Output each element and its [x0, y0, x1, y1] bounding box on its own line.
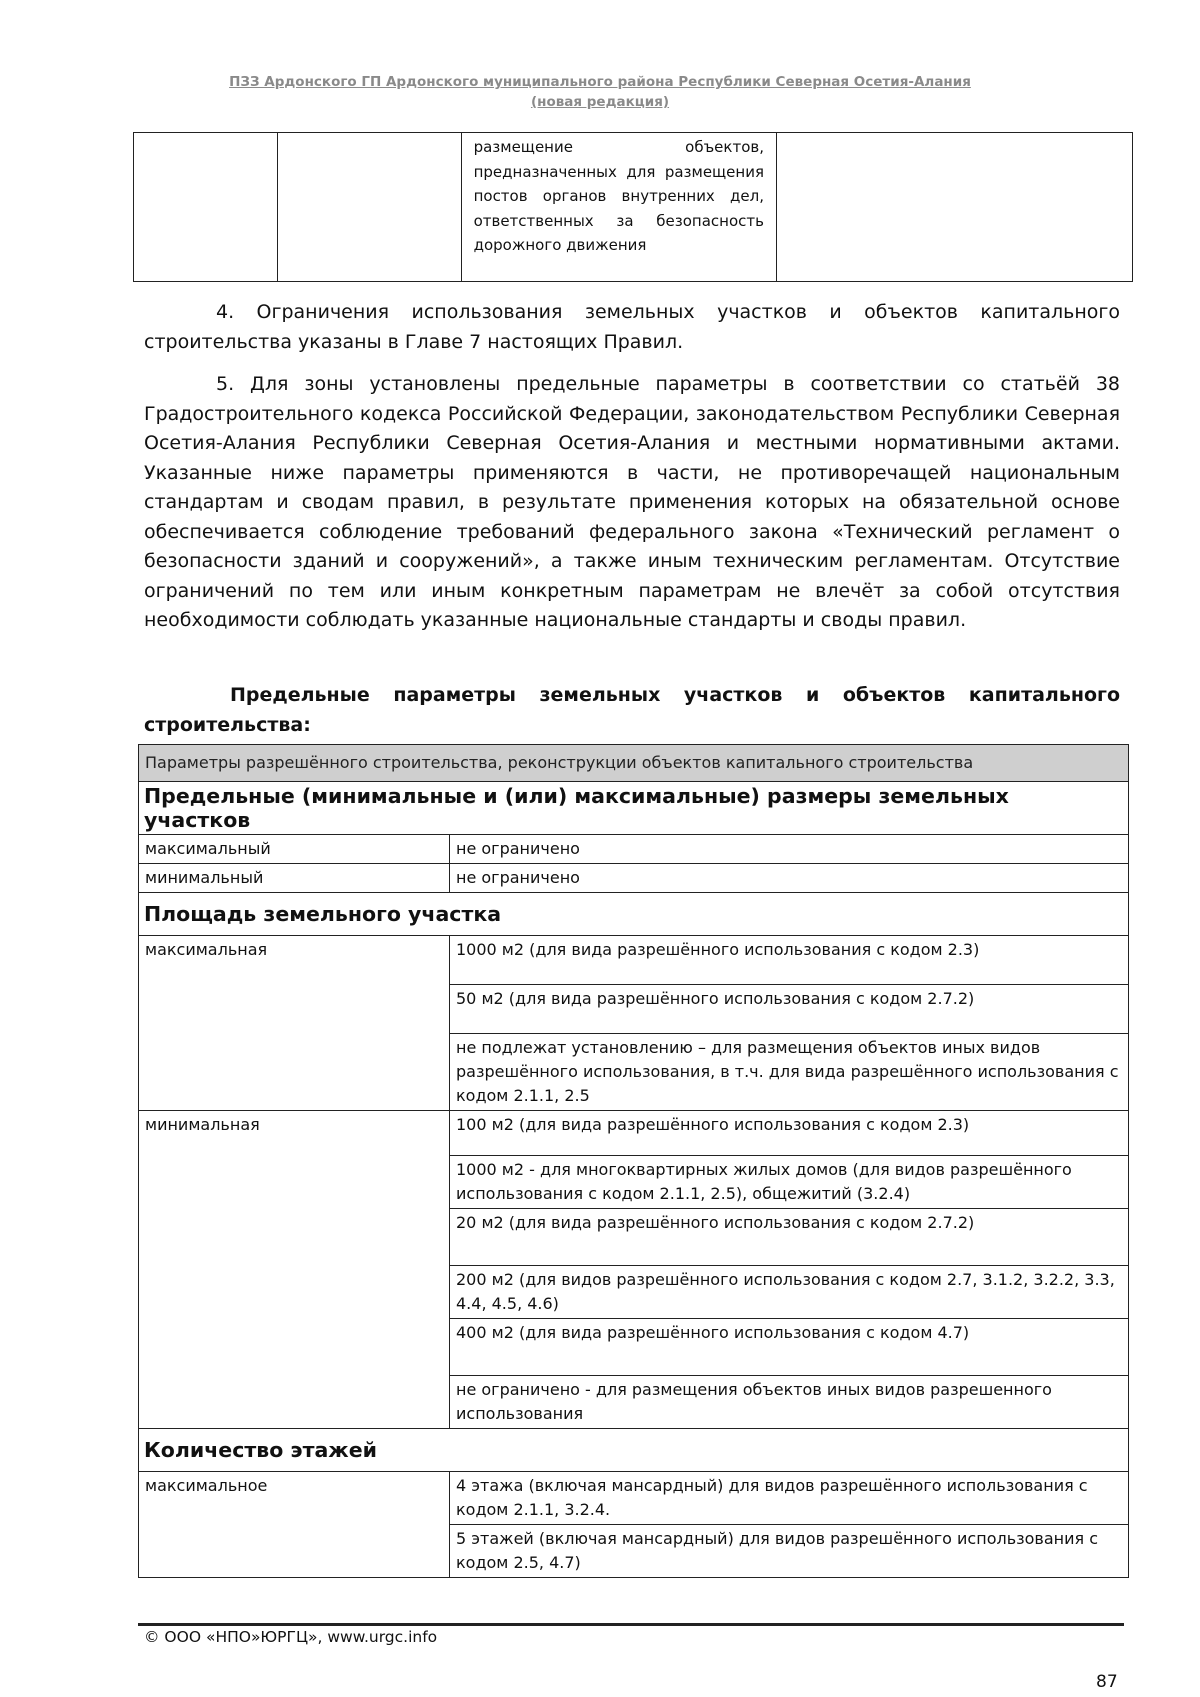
row-value: не ограничено — [450, 835, 1129, 864]
section-row — [139, 893, 1129, 936]
table-row — [139, 1472, 1129, 1525]
header-title: ПЗЗ Ардонского ГП Ардонского муниципального района Республики Северная Осетия-Алания — [229, 74, 971, 90]
row-value: 400 м2 (для вида разрешённого использования с кодом 4.7) — [450, 1319, 1129, 1376]
row-label: максимальная — [139, 936, 450, 1111]
table-row — [134, 133, 1133, 282]
section-title: Площадь земельного участка — [139, 893, 1129, 936]
row-value: 1000 м2 (для вида разрешённого использования с кодом 2.3) — [450, 936, 1129, 985]
row-value: 5 этажей (включая мансардный) для видов разрешённого использования с кодом 2.5, 4.7) — [450, 1525, 1129, 1578]
table-row — [139, 864, 1129, 893]
paragraph-4: 4. Ограничения использования земельных участков и объектов капитального строительства указаны в Главе 7 настоящих Правил. — [144, 301, 1120, 353]
row-value: 100 м2 (для вида разрешённого использования с кодом 2.3) — [450, 1111, 1129, 1156]
page-number: 87 — [1096, 1672, 1118, 1692]
row-value: 20 м2 (для вида разрешённого использования с кодом 2.7.2) — [450, 1209, 1129, 1266]
params-heading: Предельные параметры земельных участков и объектов капитального строительства: — [144, 684, 1120, 736]
section-row — [139, 1429, 1129, 1472]
paragraph-5: 5. Для зоны установлены предельные параметры в соответствии со статьёй 38 Градостроительного кодекса Российской Федерации, законодательством Республики Северная Осетия-Алания Республики Северная Осетия-Алания и местными нормативными актами. Указанные ниже параметры применяются в части, не противоречащей национальным стандартам и сводам правил, в результате применения которых на обязательной основе обеспечивается соблюдение требований федерального закона «Технический регламент о безопасности зданий и сооружений», а также иным техническим регламентам. Отсутствие ограничений по тем или иным конкретным параметрам не влечёт за собой отсутствия необходимости соблюдать указанные национальные стандарты и своды правил. — [144, 373, 1120, 631]
row-value: 200 м2 (для видов разрешённого использования с кодом 2.7, 3.1.2, 3.2.2, 3.3, 4.4, 4.5, 4.6) — [450, 1266, 1129, 1319]
header-subtitle: (новая редакция) — [530, 94, 670, 110]
table-cell-empty — [278, 133, 462, 282]
params-table — [138, 744, 1129, 1578]
page-header — [0, 72, 1200, 112]
row-value: 4 этажа (включая мансардный) для видов разрешённого использования с кодом 2.1.1, 3.2.4. — [450, 1472, 1129, 1525]
row-value: не подлежат установлению – для размещения объектов иных видов разрешённого использования, в т.ч. для вида разрешённого использования с кодом 2.1.1, 2.5 — [450, 1034, 1129, 1111]
row-value: не ограничено - для размещения объектов иных видов разрешенного использования — [450, 1376, 1129, 1429]
table-cell-empty — [776, 133, 1132, 282]
row-value: 50 м2 (для вида разрешённого использования с кодом 2.7.2) — [450, 985, 1129, 1034]
continued-table — [133, 132, 1133, 282]
table-row — [139, 936, 1129, 985]
footer-divider — [138, 1623, 1124, 1626]
section-title: Предельные (минимальные и (или) максимальные) размеры земельных участков — [139, 782, 1129, 835]
table-row — [139, 1111, 1129, 1156]
table-header: Параметры разрешённого строительства, реконструкции объектов капитального строительства — [139, 745, 1129, 782]
section-title: Количество этажей — [139, 1429, 1129, 1472]
section-row — [139, 782, 1129, 835]
table-cell — [461, 133, 776, 282]
row-label: минимальная — [139, 1111, 450, 1429]
footer-copyright: © ООО «НПО»ЮРГЦ», www.urgc.info — [144, 1628, 438, 1646]
table-row — [139, 835, 1129, 864]
table-header-row — [139, 745, 1129, 782]
row-label: максимальный — [139, 835, 450, 864]
cell-text: размещение объектов, предназначенных для размещения постов органов внутренних дел, ответственных за безопасность дорожного движения — [473, 138, 764, 255]
row-label: минимальный — [139, 864, 450, 893]
row-label: максимальное — [139, 1472, 450, 1578]
table-cell-empty — [134, 133, 278, 282]
row-value: 1000 м2 - для многоквартирных жилых домов (для видов разрешённого использования с кодом 2.1.1, 2.5), общежитий (3.2.4) — [450, 1156, 1129, 1209]
row-value: не ограничено — [450, 864, 1129, 893]
